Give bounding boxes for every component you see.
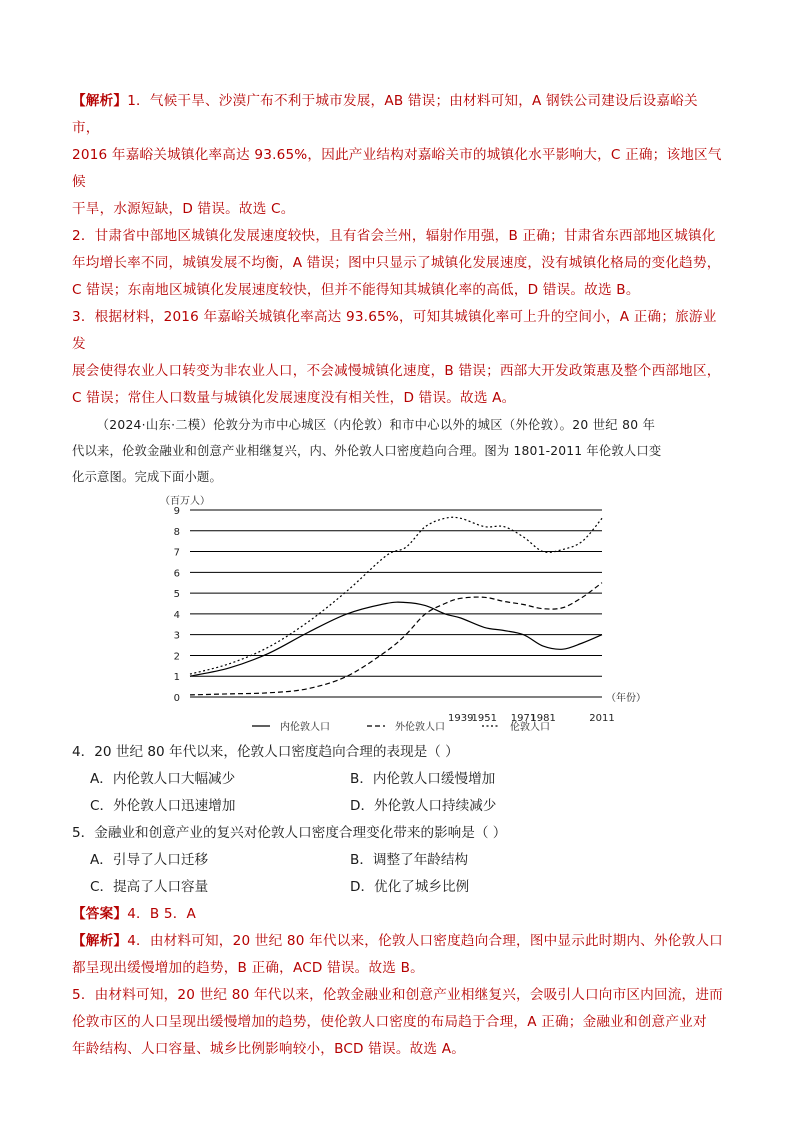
analysis-line: 干旱，水源短缺，D 错误。故选 C。 [72,201,295,217]
y-tick-label: 2 [173,651,180,663]
series-line [190,517,602,674]
option-b[interactable]: B．调整了年龄结构 [350,852,469,868]
question-stem: 4．20 世纪 80 年代以来，伦敦人口密度趋向合理的表现是（ ） [72,744,459,760]
y-tick-label: 6 [173,568,180,580]
analysis-tag: 【解析】 [72,93,128,109]
chart-svg [72,490,724,735]
analysis-line: 年龄结构、人口容量、城乡比例影响较小，BCD 错误。故选 A。 [72,1041,466,1057]
x-tick-label: 2011 [589,713,615,724]
document-page [72,88,724,1063]
option-c[interactable]: C．提高了人口容量 [90,879,209,895]
analysis-line: 2．甘肃省中部地区城镇化发展速度较快，且有省会兰州，辐射作用强，B 正确；甘肃省东西部地区城镇化 [72,228,716,244]
question-stem: 5．金融业和创意产业的复兴对伦敦人口密度合理变化带来的影响是（ ） [72,825,507,841]
option-d[interactable]: D．优化了城乡比例 [350,879,470,895]
series-line [190,583,602,695]
analysis-section-2 [72,928,724,1063]
option-a[interactable]: A．引导了人口迁移 [90,852,209,868]
analysis-line: 5．由材料可知，20 世纪 80 年代以来，伦敦金融业和创意产业相继复兴，会吸引人口向市区内回流，进而 [72,987,723,1003]
option-a[interactable]: A．内伦敦人口大幅减少 [90,771,236,787]
question-intro [72,412,724,490]
x-tick-label: 1951 [471,713,498,724]
legend-label: 内伦敦人口 [280,722,330,733]
answer-text: 4．B 5．A [127,906,197,922]
answer-line [72,901,724,928]
y-tick-label: 8 [173,526,180,538]
option-b[interactable]: B．内伦敦人口缓慢增加 [350,771,496,787]
analysis-line: 都呈现出缓慢增加的趋势，B 正确，ACD 错误。故选 B。 [72,960,424,976]
analysis-line: 【解析】4．由材料可知，20 世纪 80 年代以来，伦敦人口密度趋向合理，图中显示此时期内、外伦敦人口 [72,933,723,949]
intro-line: 代以来，伦敦金融业和创意产业相继复兴，内、外伦敦人口密度趋向合理。图为 1801-2011 年伦敦人口变 [72,444,662,458]
analysis-line: C 错误；东南地区城镇化发展速度较快，但并不能得知其城镇化率的高低，D 错误。故选 B。 [72,282,640,298]
y-tick-label: 7 [173,547,180,559]
analysis-line: 伦敦市区的人口呈现出缓慢增加的趋势，使伦敦人口密度的布局趋于合理，A 正确；金融业和创意产业对 [72,1014,707,1030]
question-4 [72,739,724,820]
analysis-line: 展会使得农业人口转变为非农业人口，不会减慢城镇化速度，B 错误；西部大开发政策惠及整个西部地区， [72,363,721,379]
x-axis-label: （年份） [606,693,646,704]
option-c[interactable]: C．外伦敦人口迅速增加 [90,798,236,814]
y-tick-label: 5 [173,589,180,601]
question-5 [72,820,724,901]
intro-line: （2024·山东·二模）伦敦分为市中心城区（内伦敦）和市中心以外的城区（外伦敦）。20 世纪 80 年 [96,418,656,432]
analysis-line: 3．根据材料，2016 年嘉峪关城镇化率高达 93.65%，可知其城镇化率可上升的空间小，A 正确；旅游业发 [72,309,717,352]
answer-tag: 【答案】 [72,906,128,922]
y-tick-label: 0 [173,693,180,704]
analysis-line: C 错误；常住人口数量与城镇化发展速度没有相关性，D 错误。故选 A。 [72,390,516,406]
analysis-tag: 【解析】 [72,933,128,949]
x-tick-label: 1971 [510,713,537,724]
y-tick-label: 9 [173,506,180,517]
y-tick-label: 4 [173,609,180,621]
y-tick-label: 3 [173,630,180,642]
x-tick-label: 1939 [448,713,474,724]
analysis-line: 年均增长率不同，城镇发展不均衡，A 错误；图中只显示了城镇化发展速度，没有城镇化格局的变化趋势， [72,255,721,271]
option-d[interactable]: D．外伦敦人口持续减少 [350,798,497,814]
analysis-line: 2016 年嘉峪关城镇化率高达 93.65%，因此产业结构对嘉峪关市的城镇化水平影响大，C 正确；该地区气候 [72,147,722,190]
intro-line: 化示意图。完成下面小题。 [72,470,222,484]
x-tick-label: 1981 [530,713,556,724]
analysis-section-1 [72,88,724,412]
analysis-line: 【解析】1．气候干旱、沙漠广布不利于城市发展，AB 错误；由材料可知，A 钢铁公司建设后设嘉峪关市， [72,93,698,136]
london-population-chart [72,490,724,735]
legend-label: 伦敦人口 [510,722,550,733]
y-tick-label: 1 [173,672,180,684]
y-axis-label: （百万人） [160,496,210,507]
legend-label: 外伦敦人口 [395,722,445,733]
series-line [190,602,602,676]
